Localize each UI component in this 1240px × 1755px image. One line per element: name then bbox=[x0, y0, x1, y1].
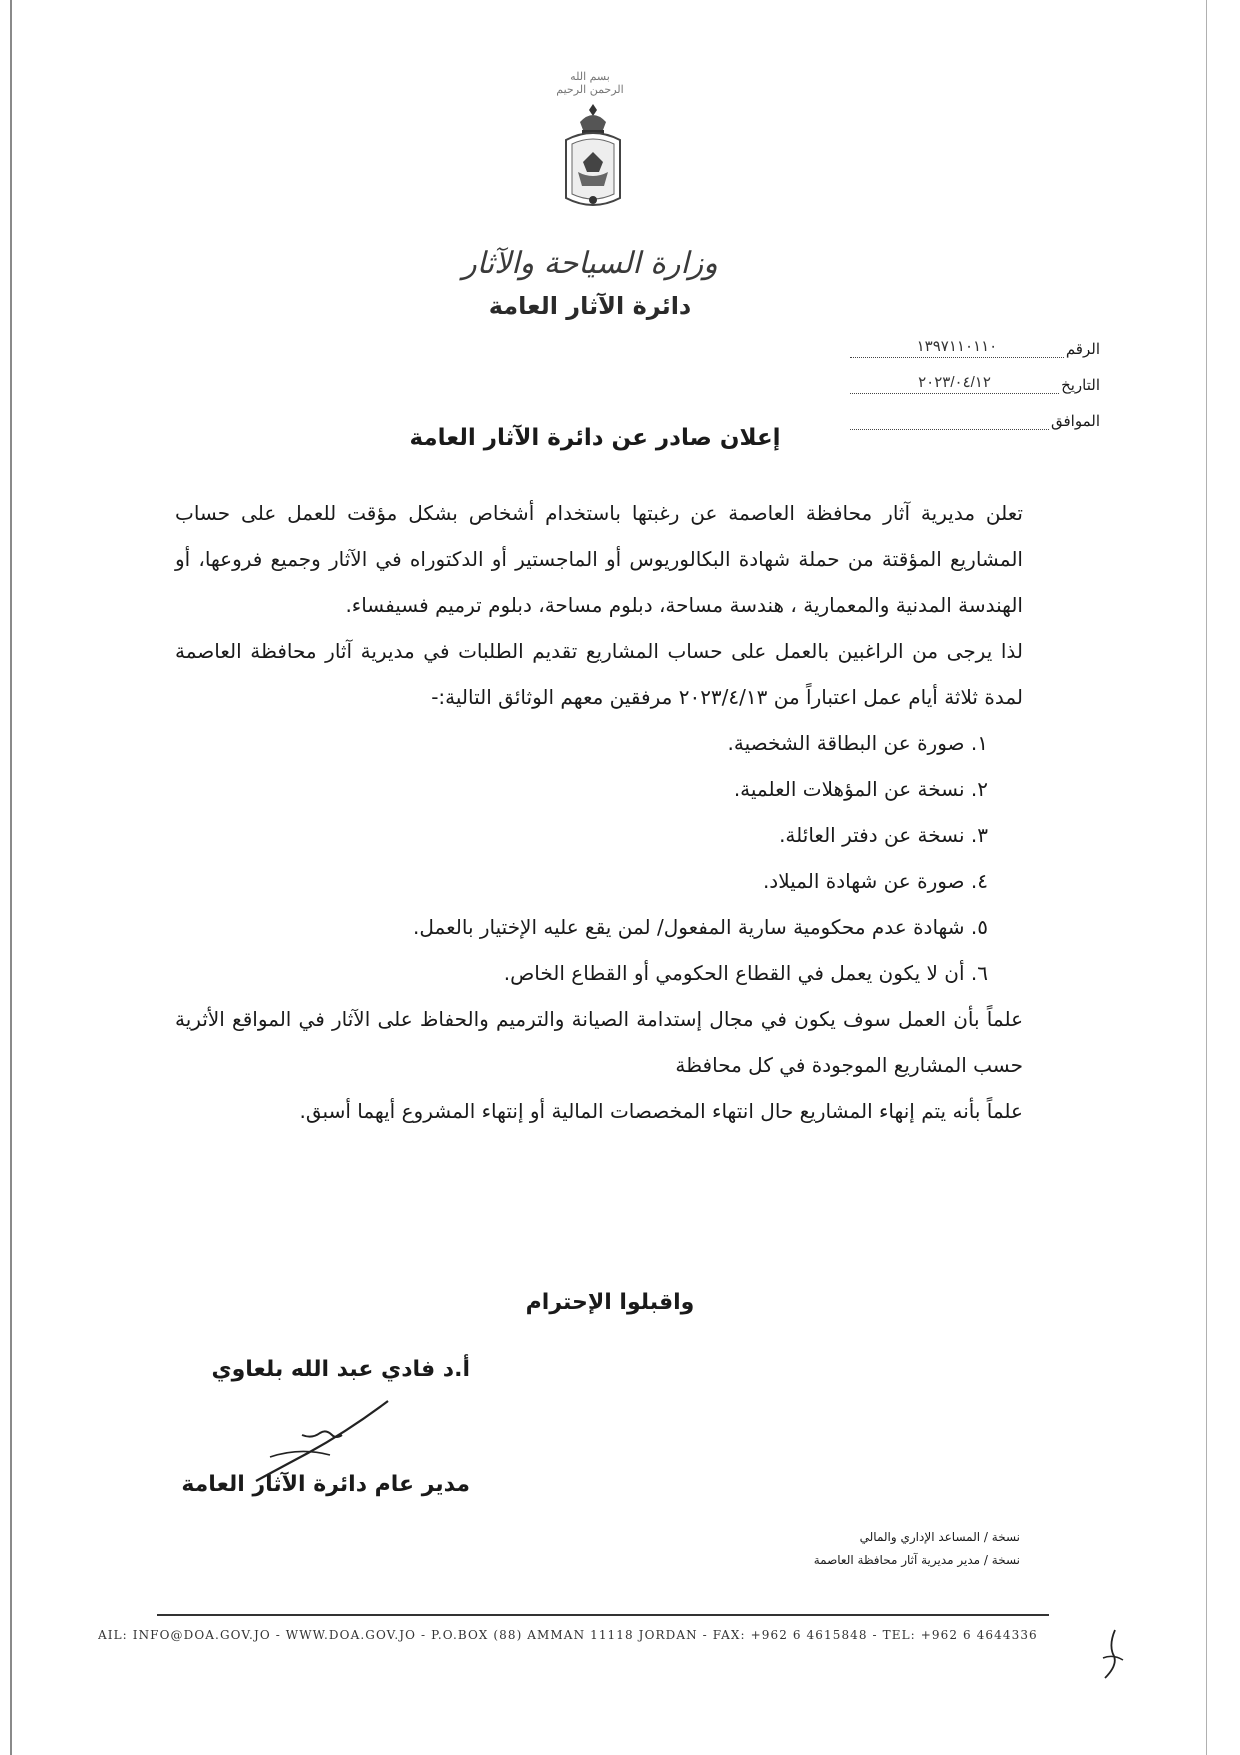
reference-date-row bbox=[850, 372, 1100, 394]
reference-date-value: ٢٠٢٣/٠٤/١٢ bbox=[850, 373, 1059, 394]
footer-divider bbox=[157, 1614, 1049, 1616]
announcement-title: إعلان صادر عن دائرة الآثار العامة bbox=[409, 425, 781, 451]
intro-paragraph: تعلن مديرية آثار محافظة العاصمة عن رغبتها باستخدام أشخاص بشكل مؤقت للعمل على حساب المشاريع المؤقتة من حملة شهادة البكالوريوس أو الماجستير أو الدكتوراه في الآثار وجميع فروعها، أو الهندسة المدنية والمعمارية ، هندسة مساحة، دبلوم مساحة، دبلوم ترميم فسيفساء. bbox=[175, 501, 1023, 617]
application-paragraph: لذا يرجى من الراغبين بالعمل على حساب المشاريع تقديم الطلبات في مديرية آثار محافظة العاصمة لمدة ثلاثة أيام عمل اعتباراً من ٢٠٢٣/٤/١٣ مرفقين معهم الوثائق التالية:- bbox=[175, 639, 1023, 709]
reference-hijri-label: الموافق bbox=[1050, 413, 1100, 430]
department-name: دائرة الآثار العامة bbox=[488, 292, 692, 320]
handwritten-initial bbox=[1093, 1628, 1133, 1683]
reference-number-value: ١٣٩٧١١٠١١٠ bbox=[850, 337, 1064, 358]
reference-number-label: الرقم bbox=[1065, 341, 1100, 358]
list-item: ٣. نسخة عن دفتر العائلة. bbox=[779, 823, 988, 847]
reference-number-row bbox=[850, 336, 1100, 358]
copy-recipient-2: نسخة / مدير مديرية آثار محافظة العاصمة bbox=[813, 1553, 1020, 1567]
basmala: بسم الله الرحمن الرحيم bbox=[556, 70, 624, 96]
signer-name: أ.د فادي عبد الله بلعاوي bbox=[211, 1357, 470, 1382]
footer-contact: AIL: INFO@DOA.GOV.JO - WWW.DOA.GOV.JO - P.O.BOX (88) AMMAN 11118 JORDAN - FAX: +962 6 4615848 - TEL: +962 6 4644336 bbox=[98, 1628, 1038, 1642]
list-item: ٤. صورة عن شهادة الميلاد. bbox=[762, 869, 988, 893]
ministry-name: وزارة السياحة والآثار bbox=[462, 246, 718, 281]
list-item: ٢. نسخة عن المؤهلات العلمية. bbox=[733, 777, 988, 801]
scan-edge-left bbox=[10, 0, 12, 1755]
copy-recipient-1: نسخة / المساعد الإداري والمالي bbox=[859, 1530, 1020, 1544]
scan-edge-right bbox=[1206, 0, 1207, 1755]
list-item: ١. صورة عن البطاقة الشخصية. bbox=[727, 731, 988, 755]
reference-date-label: التاريخ bbox=[1061, 377, 1100, 394]
signer-title: مدير عام دائرة الآثار العامة bbox=[181, 1472, 470, 1497]
list-item: ٥. شهادة عدم محكومية سارية المفعول/ لمن يقع عليه الإختيار بالعمل. bbox=[413, 915, 988, 939]
termination-note: علماً بأنه يتم إنهاء المشاريع حال انتهاء المخصصات المالية أو إنتهاء المشروع أيهما أسبق. bbox=[299, 1099, 1023, 1123]
closing-salutation: واقبلوا الإحترام bbox=[525, 1290, 695, 1315]
list-item: ٦. أن لا يكون يعمل في القطاع الحكومي أو القطاع الخاص. bbox=[503, 961, 988, 985]
work-scope-note: علماً بأن العمل سوف يكون في مجال إستدامة الصيانة والترميم والحفاظ على الآثار في المواقع الأثرية حسب المشاريع الموجودة في كل محافظة bbox=[175, 1007, 1023, 1077]
coat-of-arms-icon bbox=[558, 100, 628, 220]
required-documents-list bbox=[175, 720, 1023, 996]
announcement-body bbox=[175, 490, 1023, 1134]
